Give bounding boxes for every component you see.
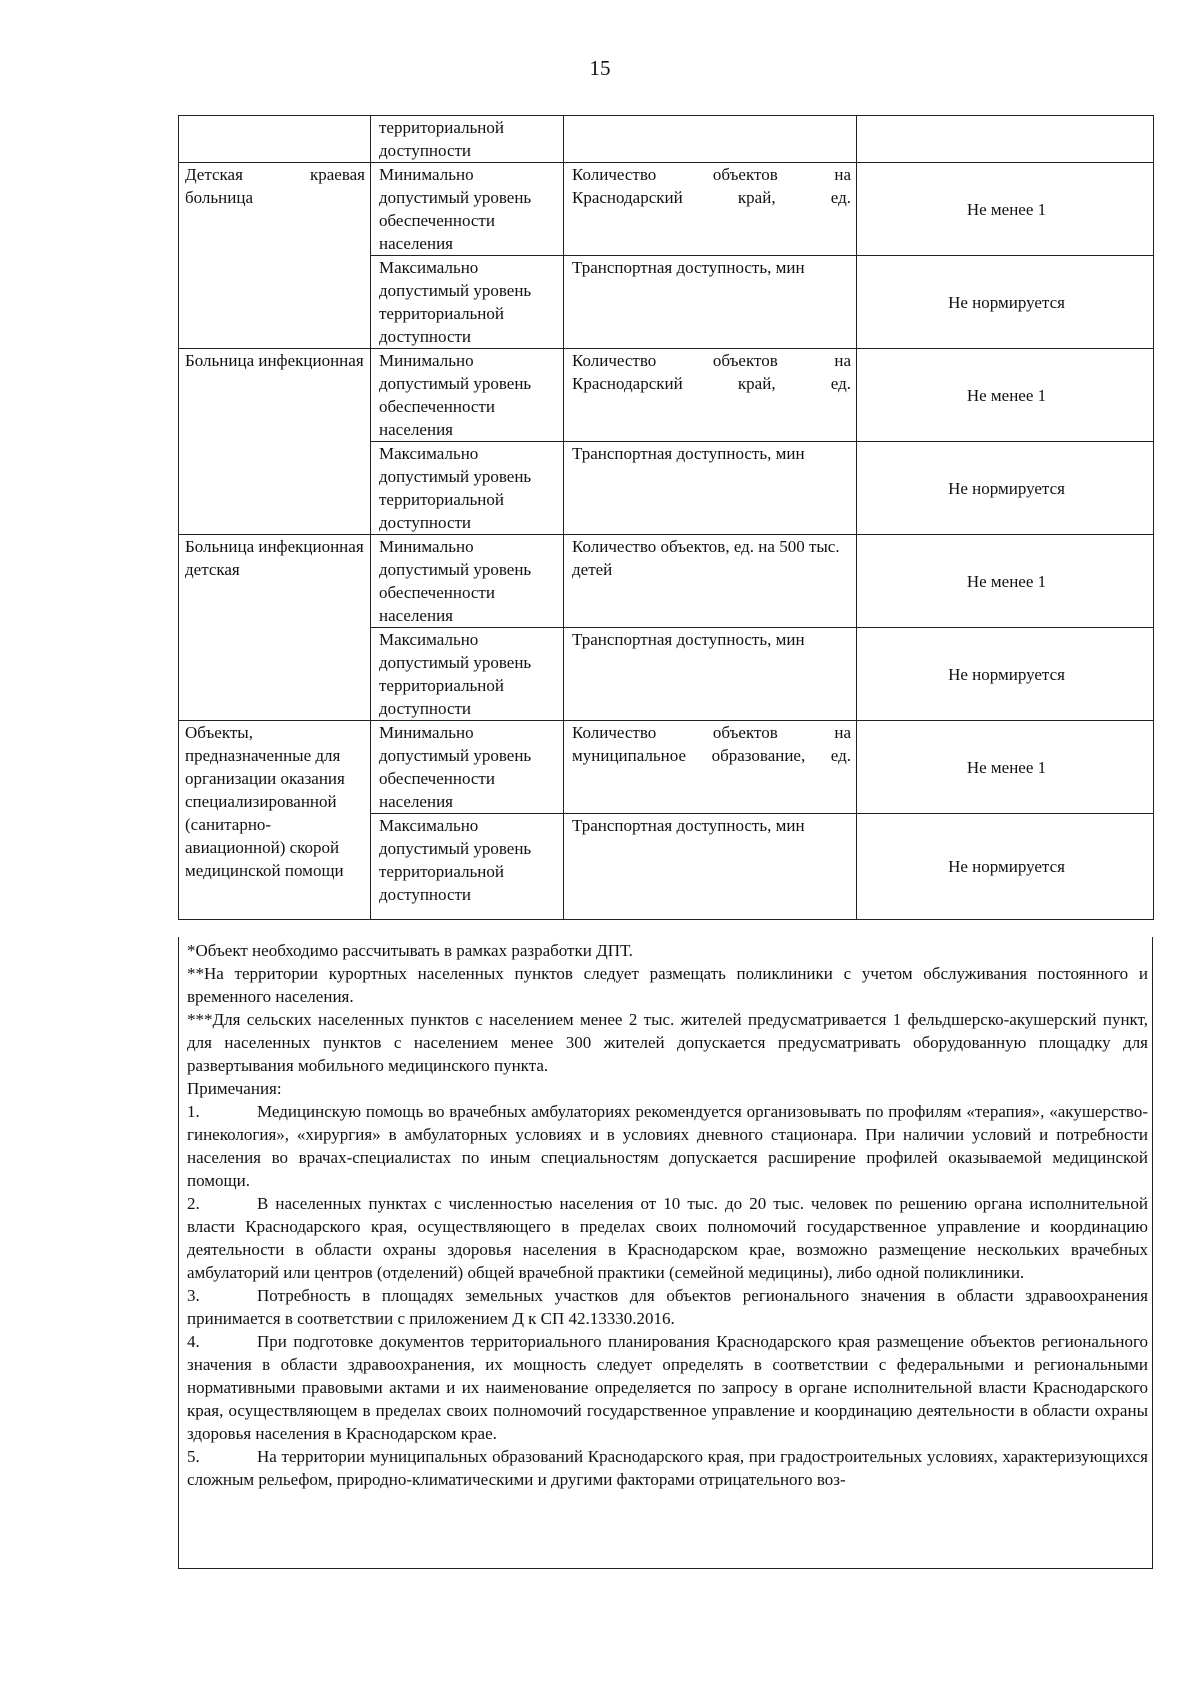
list-item-number: 2. bbox=[187, 1194, 200, 1213]
list-item bbox=[187, 1330, 1148, 1445]
table-cell-object: Объекты, предназначенные для организации оказания специализированной (санитарно-авиационной) скорой медицинской помощи bbox=[179, 721, 371, 920]
table-cell-value bbox=[857, 116, 1154, 163]
list-item-number: 1. bbox=[187, 1102, 200, 1121]
list-item-text: В населенных пунктах с численностью населения от 10 тыс. до 20 тыс. человек по решению органа исполнительной власти Краснодарского края, осуществляющего в пределах своих полномочий государственное управление и координацию деятельности в области охраны здоровья населения в Краснодарском крае, возможно размещение нескольких врачебных амбулаторий или центров (отделений) общей врачебной практики (семейной медицины), либо одной поликлиники. bbox=[187, 1194, 1148, 1282]
table-cell-object bbox=[179, 116, 371, 163]
table-cell-object: Больница инфекционная bbox=[179, 349, 371, 535]
table-cell-value: Не нормируется bbox=[857, 256, 1154, 349]
norms-table bbox=[178, 115, 1154, 920]
table-cell-indicator: Минимально допустимый уровень обеспеченности населения bbox=[371, 163, 564, 256]
table-cell-indicator: Минимально допустимый уровень обеспеченности населения bbox=[371, 721, 564, 814]
table-cell-unit: Транспортная доступность, мин bbox=[564, 628, 857, 721]
list-item-number: 4. bbox=[187, 1332, 200, 1351]
table-cell-unit: Транспортная доступность, мин bbox=[564, 256, 857, 349]
page-number: 15 bbox=[589, 56, 611, 80]
table-cell-indicator: Максимально допустимый уровень территориальной доступности bbox=[371, 814, 564, 920]
list-item-text: При подготовке документов территориального планирования Краснодарского края размещение объектов регионального значения в области здравоохранения, их мощность следует определять в соответствии с федеральными и региональными нормативными правовыми актами и их наименование определяется по запросу в органе исполнительной власти Краснодарского края, осуществляющем в пределах своих полномочий государственное управление и координацию деятельности в области охраны здоровья населения в Краснодарском крае. bbox=[187, 1332, 1148, 1443]
table-row bbox=[179, 535, 1154, 628]
table-cell-unit: Транспортная доступность, мин bbox=[564, 814, 857, 920]
table-cell-indicator: Максимально допустимый уровень территориальной доступности bbox=[371, 442, 564, 535]
footnote: ***Для сельских населенных пунктов с населением менее 2 тыс. жителей предусматривается 1 фельдшерско-акушерский пункт, для населенных пунктов с населением менее 300 жителей допускается предусматривать оборудованную площадку для развертывания мобильного медицинского пункта. bbox=[187, 1010, 1148, 1075]
table-cell-indicator: Максимально допустимый уровень территориальной доступности bbox=[371, 256, 564, 349]
table-cell-value: Не нормируется bbox=[857, 814, 1154, 920]
table-cell-object: Детская краевая больница bbox=[179, 163, 371, 349]
table-cell-unit bbox=[564, 116, 857, 163]
list-item-text: Медицинскую помощь во врачебных амбулаториях рекомендуется организовывать по профилям «терапия», «акушерство-гинекология», «хирургия» в амбулаторных условиях и в условиях дневного стационара. При наличии условий и потребности населения во врачах-специалистах по иным специальностям допускается расширение профилей оказываемой медицинской помощи. bbox=[187, 1102, 1148, 1190]
list-item bbox=[187, 1284, 1148, 1330]
table-cell-indicator: Максимально допустимый уровень территориальной доступности bbox=[371, 628, 564, 721]
table-cell-indicator: территориальной доступности bbox=[371, 116, 564, 163]
notes-heading: Примечания: bbox=[187, 1079, 282, 1098]
notes-block bbox=[178, 937, 1153, 1569]
list-item-text: Потребность в площадях земельных участков для объектов регионального значения в области здравоохранения принимается в соответствии с приложением Д к СП 42.13330.2016. bbox=[187, 1286, 1148, 1328]
table-cell-unit: Количество объектов на муниципальное образование, ед. bbox=[564, 721, 857, 814]
table-cell-value: Не нормируется bbox=[857, 628, 1154, 721]
table-cell-object: Больница инфекционная детская bbox=[179, 535, 371, 721]
list-item-number: 3. bbox=[187, 1286, 200, 1305]
table-cell-value: Не менее 1 bbox=[857, 163, 1154, 256]
table-cell-unit: Количество объектов на Краснодарский край, ед. bbox=[564, 349, 857, 442]
footnote: **На территории курортных населенных пунктов следует размещать поликлиники с учетом обслуживания постоянного и временного населения. bbox=[187, 964, 1148, 1006]
table-cell-unit: Количество объектов на Краснодарский край, ед. bbox=[564, 163, 857, 256]
table-cell-value: Не нормируется bbox=[857, 442, 1154, 535]
footnote: *Объект необходимо рассчитывать в рамках разработки ДПТ. bbox=[187, 941, 633, 960]
table-cell-value: Не менее 1 bbox=[857, 721, 1154, 814]
table-cell-unit: Транспортная доступность, мин bbox=[564, 442, 857, 535]
table-row bbox=[179, 116, 1154, 163]
list-item bbox=[187, 1192, 1148, 1284]
list-item bbox=[187, 1445, 1148, 1491]
table-cell-indicator: Минимально допустимый уровень обеспеченности населения bbox=[371, 349, 564, 442]
list-item-text: На территории муниципальных образований Краснодарского края, при градостроительных условиях, характеризующихся сложным рельефом, природно-климатическими и другими факторами отрицательного воз- bbox=[187, 1447, 1148, 1489]
list-item-number: 5. bbox=[187, 1447, 200, 1466]
table-cell-unit: Количество объектов, ед. на 500 тыс. детей bbox=[564, 535, 857, 628]
table-cell-indicator: Минимально допустимый уровень обеспеченности населения bbox=[371, 535, 564, 628]
table-cell-value: Не менее 1 bbox=[857, 349, 1154, 442]
table-cell-value: Не менее 1 bbox=[857, 535, 1154, 628]
table-row bbox=[179, 349, 1154, 442]
table-row bbox=[179, 721, 1154, 814]
table-row bbox=[179, 163, 1154, 256]
list-item bbox=[187, 1100, 1148, 1192]
